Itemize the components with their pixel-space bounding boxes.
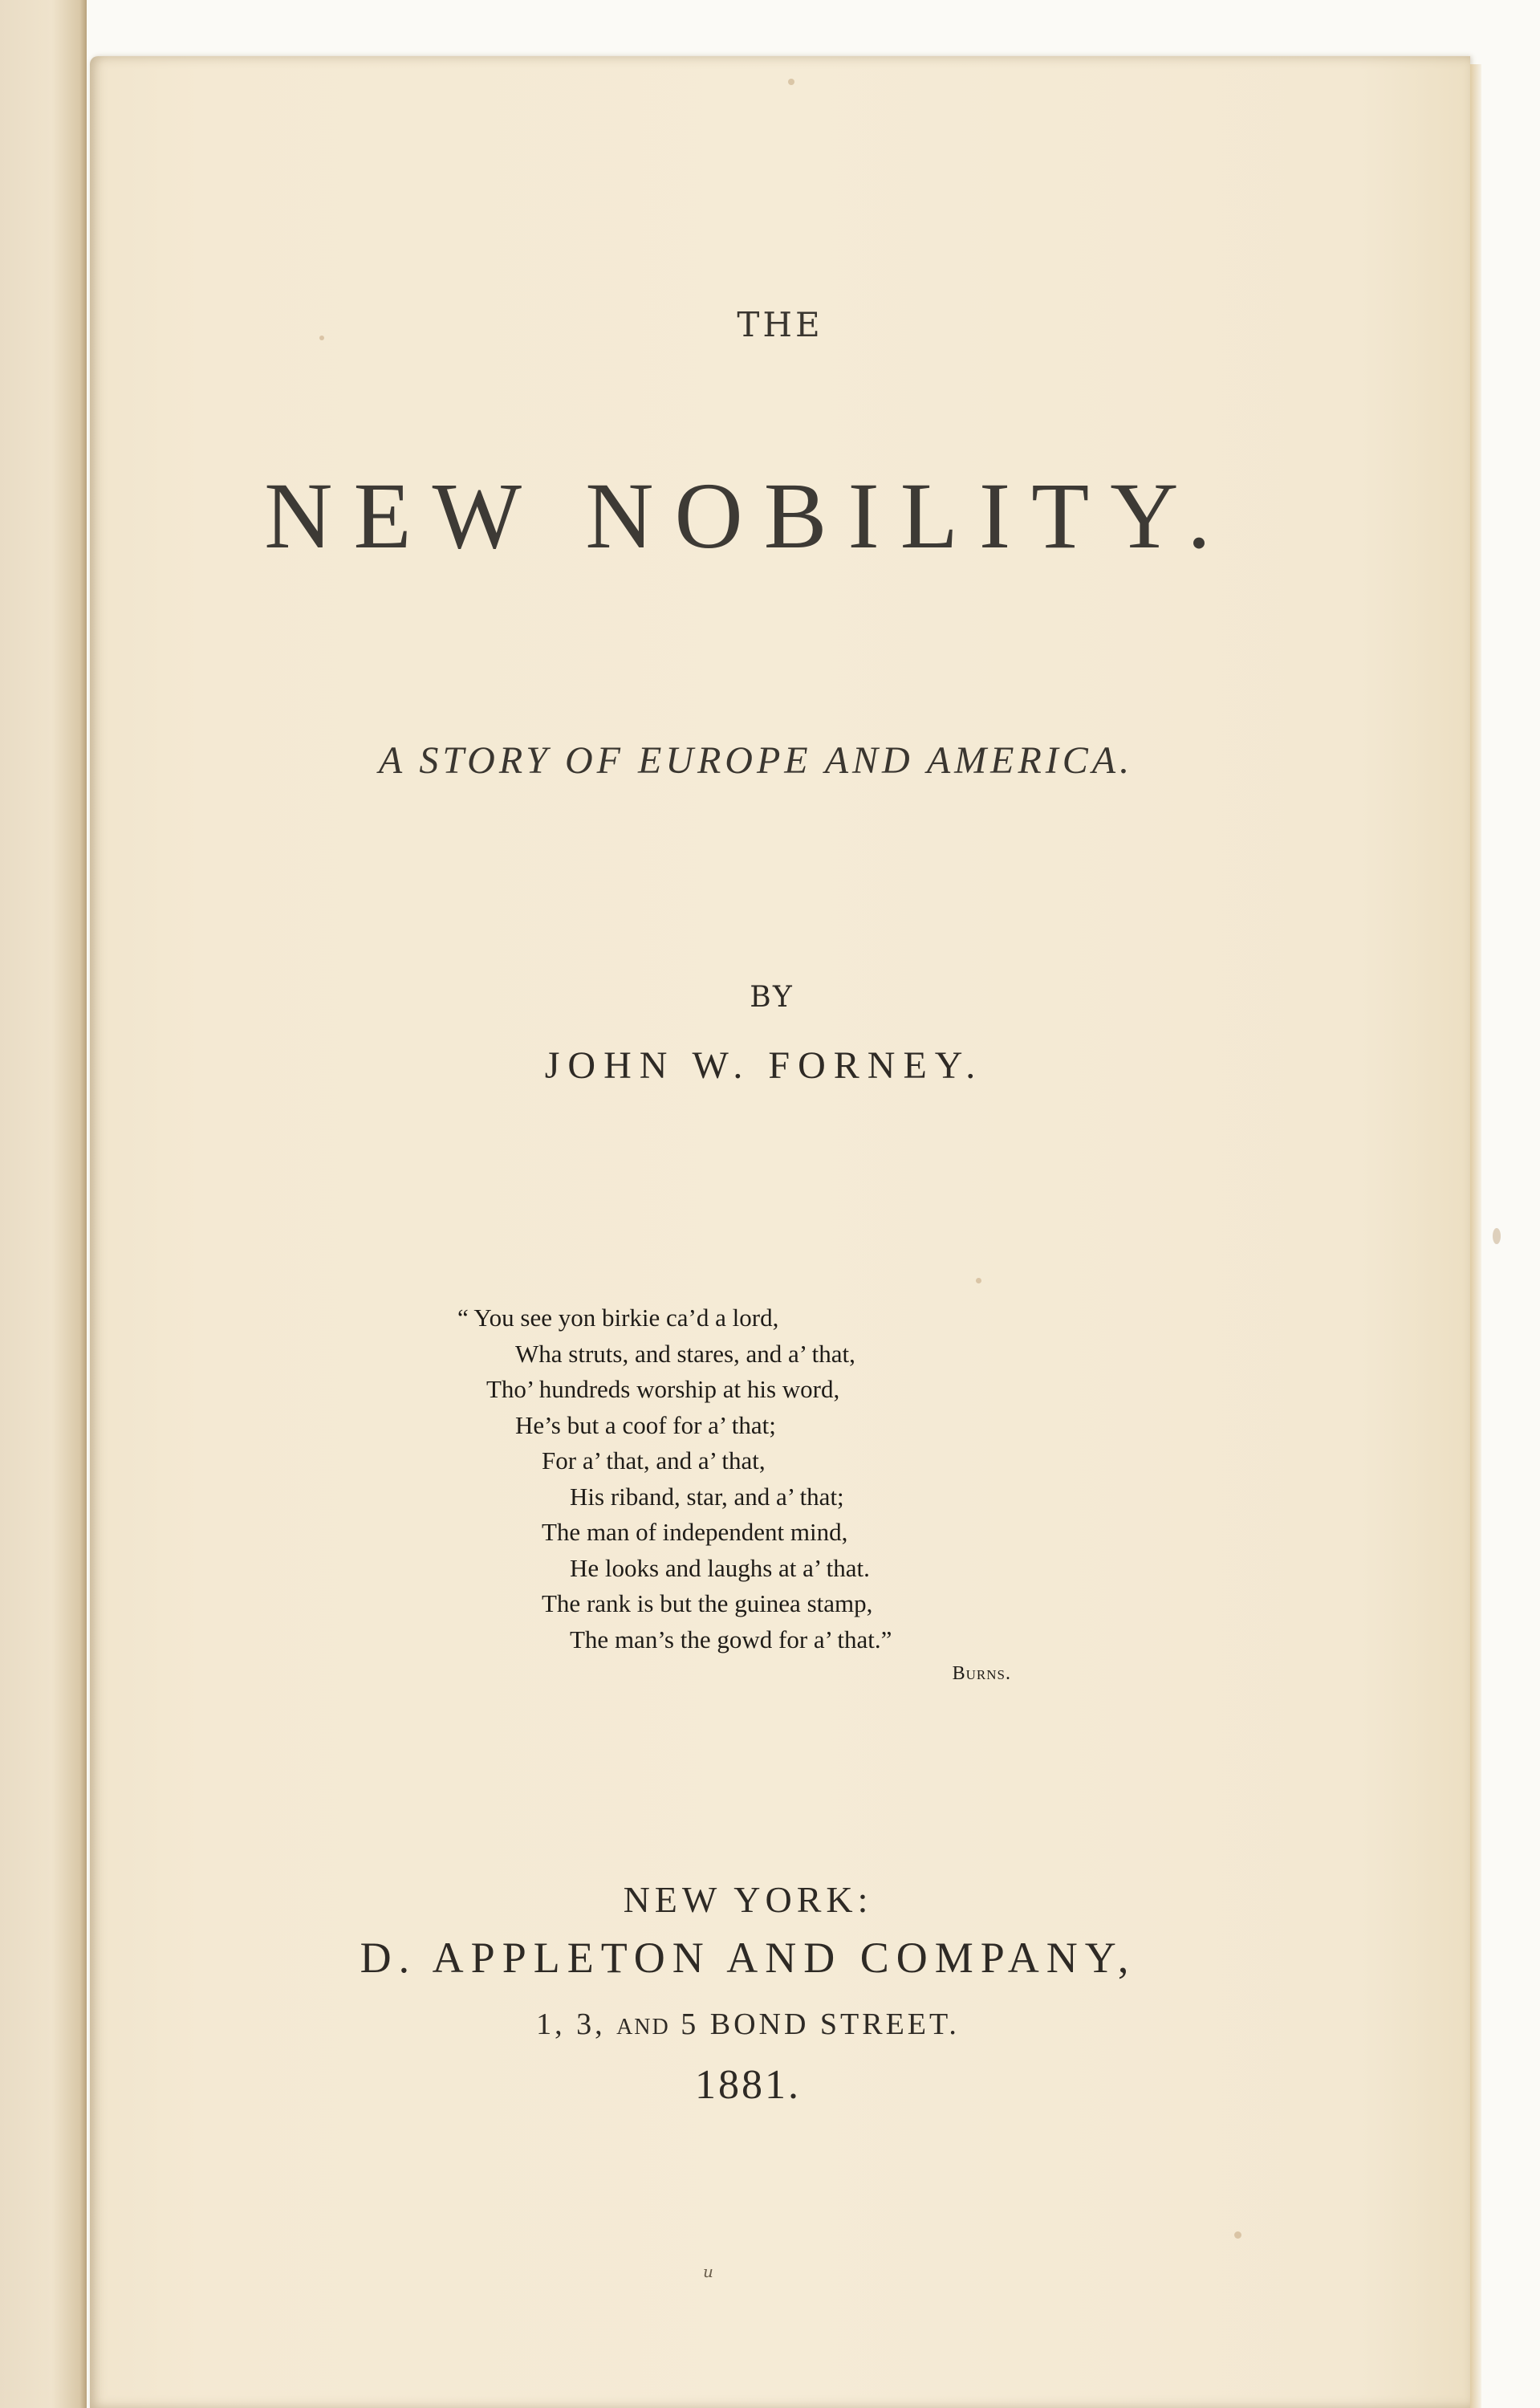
imprint-address-street: 5 BOND STREET. <box>681 2007 960 2041</box>
imprint-address-and: AND <box>616 2015 670 2040</box>
epigraph-line: He looks and laughs at a’ that. <box>570 1553 870 1582</box>
epigraph-line: The man’s the gowd for a’ that.” <box>570 1625 892 1653</box>
book-title: NEW NOBILITY. <box>264 463 1232 568</box>
foxing-spot <box>1493 1228 1501 1244</box>
imprint-publisher: D. APPLETON AND COMPANY, <box>360 1934 1136 1982</box>
epigraph-line: Tho’ hundreds worship at his word, <box>486 1375 840 1403</box>
signature-mark: u <box>703 2262 713 2281</box>
imprint-year: 1881. <box>695 2062 801 2108</box>
book-subtitle: A STORY OF EUROPE AND AMERICA. <box>378 739 1134 782</box>
epigraph-line: For a’ that, and a’ that, <box>542 1446 766 1474</box>
imprint-city: NEW YORK: <box>623 1879 873 1920</box>
left-page-edge <box>0 0 87 2408</box>
epigraph-line: “ You see yon birkie ca’d a lord, <box>457 1304 779 1332</box>
title-block <box>90 0 1470 2408</box>
epigraph <box>457 1300 1099 1692</box>
epigraph-attribution: Burns. <box>952 1663 1011 1684</box>
epigraph-line: His riband, star, and a’ that; <box>570 1482 844 1511</box>
page-right-edge <box>1470 64 1481 2408</box>
imprint-address <box>58 2007 1438 2042</box>
epigraph-line: Wha struts, and stares, and a’ that, <box>515 1339 855 1368</box>
epigraph-line: The man of independent mind, <box>542 1518 848 1546</box>
epigraph-line: The rank is but the guinea stamp, <box>542 1589 873 1617</box>
pre-title: THE <box>737 305 823 344</box>
imprint-address-numbers: 1, 3, <box>536 2007 606 2041</box>
epigraph-line: He’s but a coof for a’ that; <box>515 1410 776 1439</box>
author-name: JOHN W. FORNEY. <box>544 1044 984 1087</box>
by-line: BY <box>750 981 794 1014</box>
